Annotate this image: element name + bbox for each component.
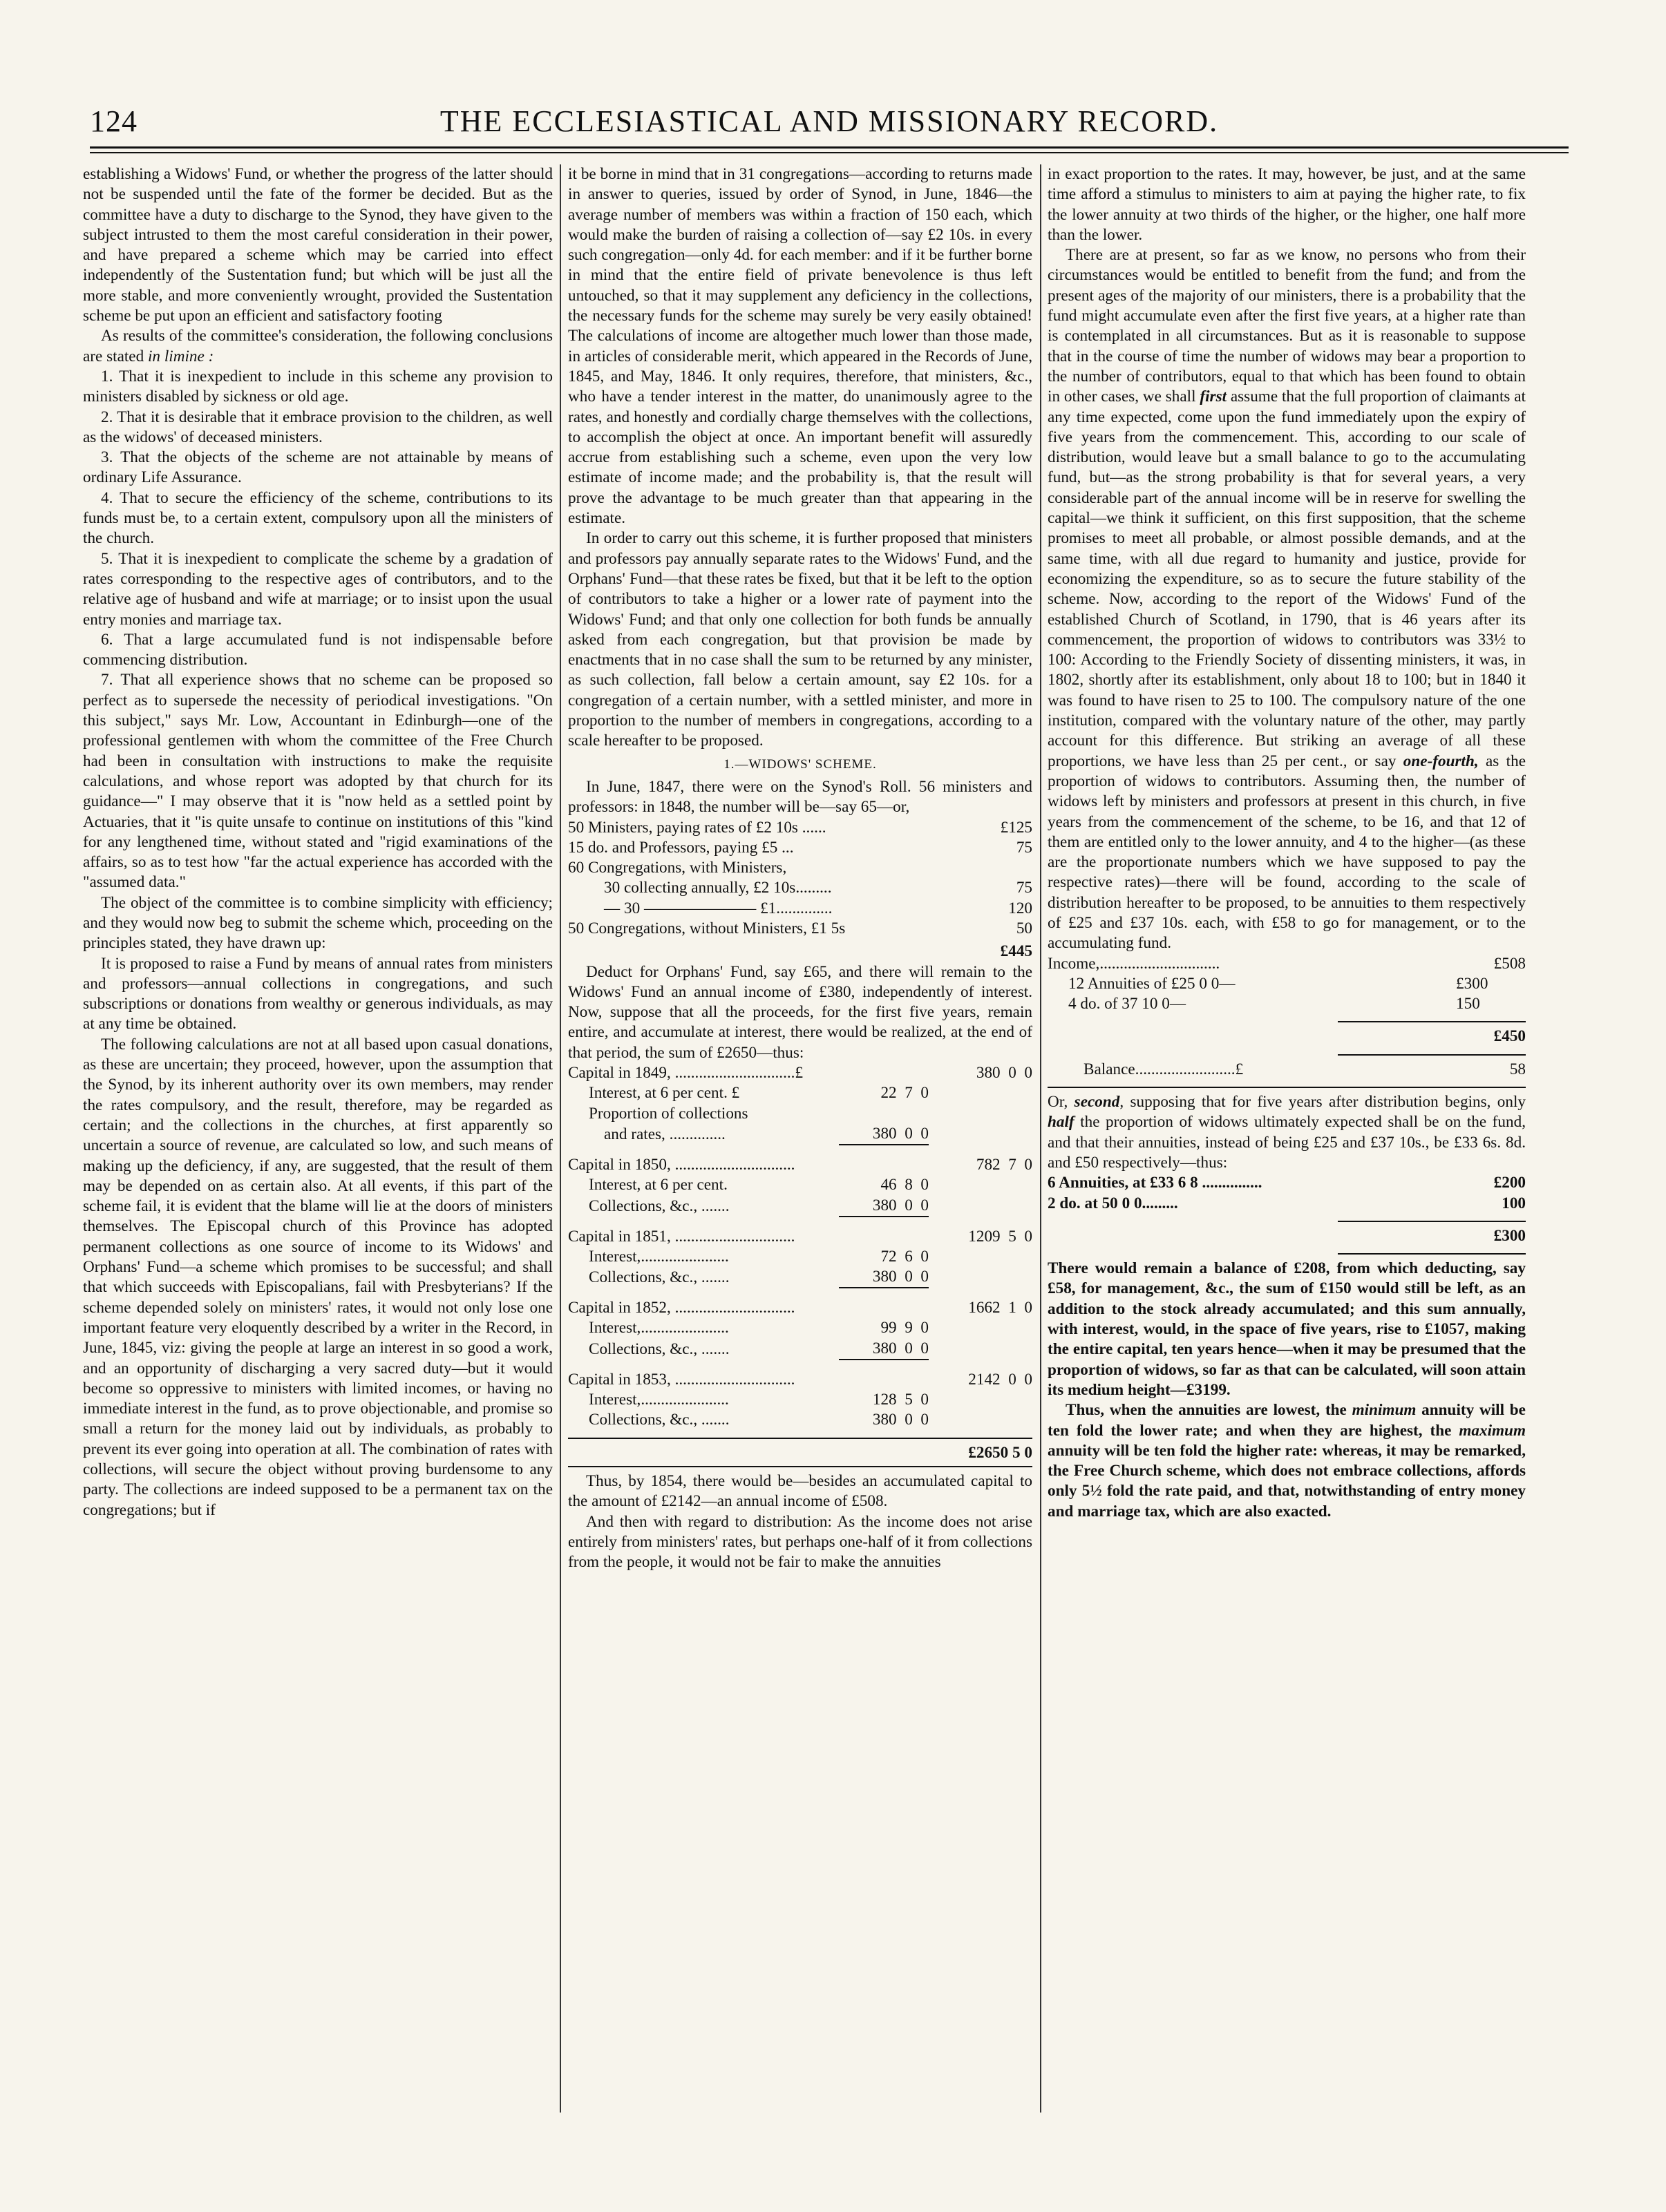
table-row bbox=[568, 1339, 1032, 1360]
conclusion-5: 5. That it is inexpedient to complicate the scheme by a gradation of rates corresponding to the respective ages of contributors, and to the relative age of husband and wife at marriage; or to insist upon the usual entry monies and marriage tax. bbox=[83, 549, 553, 629]
total-rule bbox=[1338, 1221, 1526, 1222]
running-title: THE ECCLESIASTICAL AND MISSIONARY RECORD. bbox=[439, 104, 1219, 138]
table-row bbox=[568, 1288, 1032, 1318]
text-run: Or, bbox=[1048, 1093, 1075, 1112]
table-row bbox=[1048, 1194, 1526, 1214]
row-amount bbox=[929, 1104, 1032, 1124]
row-label: Capital in 1852, .............................. bbox=[568, 1299, 795, 1317]
row-label: 2 do. at 50 0 0......... bbox=[1048, 1194, 1178, 1212]
table-row bbox=[1048, 994, 1526, 1014]
balance-amount: 58 bbox=[1509, 1060, 1526, 1078]
paragraph: Deduct for Orphans' Fund, say £65, and there will remain to the Widows' Fund an annual income of £380, independently of interest. Now, suppose that all the proceeds, for the first five years, remain entire, and accumulate at interest, there would be realized, at the end of that period, the sum of £2650—thus: bbox=[568, 962, 1032, 1062]
text-run: , supposing that for five years after distribution begins, only bbox=[1119, 1093, 1526, 1112]
paragraph bbox=[1048, 245, 1526, 953]
row-amount bbox=[929, 1083, 1032, 1103]
row-label: 6 Annuities, at £33 6 8 ............... bbox=[1048, 1174, 1262, 1192]
annuity-total: £450 bbox=[1493, 1027, 1526, 1046]
row-subamount: 380 0 0 bbox=[839, 1196, 929, 1217]
row-amount bbox=[929, 1339, 1032, 1360]
row-label: Collections, &c., ....... bbox=[589, 1339, 730, 1358]
balance-table bbox=[1048, 1060, 1526, 1080]
capital-total: £2650 5 0 bbox=[968, 1443, 1032, 1462]
row-subamount: 72 6 0 bbox=[880, 1247, 929, 1266]
income-amount: £508 bbox=[1493, 954, 1526, 973]
column-divider-2 bbox=[1040, 164, 1041, 2113]
conclusion-3: 3. That the objects of the scheme are not attainable by means of ordinary Life Assurance. bbox=[83, 448, 553, 487]
paragraph bbox=[1048, 1400, 1526, 1522]
row-label: Collections, &c., ....... bbox=[589, 1196, 730, 1215]
balance-label: Balance.........................£ bbox=[1083, 1060, 1244, 1078]
emphasis: second bbox=[1074, 1093, 1120, 1112]
paragraph bbox=[83, 326, 553, 367]
row-subamount bbox=[839, 1063, 929, 1083]
table-row bbox=[568, 878, 1032, 898]
row-amount bbox=[984, 858, 1032, 878]
table-row bbox=[568, 1175, 1032, 1195]
emphasis: minimum bbox=[1352, 1401, 1417, 1420]
text-run: as the proportion of widows to contributors. Assuming then, the number of widows left by ministers and professors at present in this church, in five years from the commencement of the scheme, to be 16, and that 12 of them are entitled only to the lower annuity, and 4 to the higher—(as these are the proportionate numbers which we have supposed to pay the respective rates)—there will be found, according to the scale of distribution hereafter to be proposed, to be annuities to them respectively of £25 and £37 10s. each, with £58 to go for management, or to the accumulating fund. bbox=[1048, 752, 1526, 953]
row-subamount: 99 9 0 bbox=[880, 1319, 929, 1337]
conclusion-6: 6. That a large accumulated fund is not indispensable before commencing distribution. bbox=[83, 630, 553, 669]
row-subamount: 380 0 0 bbox=[839, 1339, 929, 1360]
capital-table bbox=[568, 1063, 1032, 1431]
roll-total: £445 bbox=[1000, 942, 1032, 961]
table-row bbox=[568, 1247, 1032, 1267]
row-label: 4 do. of 37 10 0— bbox=[1068, 995, 1186, 1013]
page-header bbox=[90, 104, 1569, 145]
emphasis: maximum bbox=[1459, 1421, 1526, 1440]
row-subamount: 380 0 0 bbox=[839, 1267, 929, 1288]
text-run: annuity will be ten fold the higher rate: whereas, it may be remarked, the Free Church scheme, which does not embrace collections, affords only 5½ fold the rate paid, and that, notwithstanding of entry money and marriage tax, which are also exacted. bbox=[1048, 1441, 1526, 1520]
column-3 bbox=[1048, 164, 1526, 2154]
row-amount: 75 bbox=[1016, 838, 1032, 857]
conclusion-7: 7. That all experience shows that no scheme can be proposed so perfect as to supersede the necessity of periodical investigations. "On this subject," says Mr. Low, Accountant in Edinburgh—one of the professional gentlemen with whom the committee of the Free Church had been in consultation with instructions to make the requisite calculations, and whose report was adopted by that church for its guidance—" I may observe that it is "now held as a settled point by Actuaries, that it "is quite unsafe to continue on institutions of this "kind for any lengthened time, without stated and "rigid examinations of the affairs, so as to test how "far the actual experience has accorded with the "assumed data." bbox=[83, 671, 553, 892]
table-row bbox=[568, 919, 1032, 939]
table-row bbox=[568, 1196, 1032, 1217]
row-label: Interest,...................... bbox=[589, 1319, 729, 1337]
column-divider-1 bbox=[560, 164, 561, 2113]
paragraph: In June, 1847, there were on the Synod's Roll. 56 ministers and professors: in 1848, the number will be—say 65—or, bbox=[568, 777, 1032, 817]
row-label: 50 Ministers, paying rates of £2 10s ...... bbox=[568, 818, 826, 837]
text-run: Thus, when the annuities are lowest, the bbox=[1066, 1401, 1352, 1420]
row-amount: £200 bbox=[1493, 1174, 1526, 1192]
row-amount: 50 bbox=[1016, 919, 1032, 937]
text-run: the proportion of widows ultimately expected shall be on the fund, and that their annuities, instead of being £25 and £37 10s., be £33 6s. 8d. and £50 respectively—thus: bbox=[1048, 1113, 1526, 1172]
row-label: Capital in 1851, .............................. bbox=[568, 1227, 795, 1246]
paragraph: The following calculations are not at all based upon casual donations, as these are uncertain; they proceed, however, upon the assumption that the Synod, by its inherent authority over its own members, may render the rates compulsory, and the result, therefore, may be regarded as certain; and the collections in the churches, at first apparently so uncertain a source of revenue, are calculated so low, and such means of making up the deficiency, if any, are suggested, that the result of them may be depended on as certain also. At all events, if this part of the scheme fail, it is evident that the blame will lie at the doors of ministers themselves. The Episcopal church of this Province has adopted permanent collections as one source of income to its Widows' and Orphans' Fund—a scheme which promises to be successful; and shall that which succeeds with Episcopalians, fail with Presbyterians? If the scheme depended solely on ministers' rates, it would not only lose one important feature very eloquently described by a writer in the Record, in June, 1845, viz: giving the people at large an interest in so good a work, and an opportunity of discharging a very sacred duty—but it would become so oppressive to ministers with limited incomes, or having no immediate interest in the fund, as to prove objectionable, and promise so small a return for the money laid out by individuals, as probably to prevent its ever going into operation at all. The combination of rates with collections, will secure the object without proving burdensome to any party. The collections are indeed supposed to be a permanent tax on the congregations; but if bbox=[83, 1035, 553, 1519]
table-row bbox=[1048, 1173, 1526, 1193]
text-run: assume that the full proportion of claimants at any time expected, come upon the fund immediately upon the expiry of five years from the commencement. This, according to our scale of distribution, would leave but a small balance to go to the accumulating fund, but—as the strong probability is that for several years, a very considerable part of the annual income will be in reserve for swelling the capital—we think it sufficient, on this first supposition, that the scheme promises to meet all probable, or almost possible demands, and at the same time, with all due regard to humanity and justice, provide for economizing the expenditure, so as to secure the future stability of the scheme. Now, according to the report of the Widows' Fund of the established Church of Scotland, in 1790, that is 46 years after its commencement, the proportion of widows to contributors was 33½ to 100: According to the Friendly Society of dissenting ministers, it was, in 1802, shortly after its establishment, only about 18 to 100; but in 1840 it was found to have risen to 25 to 100. The compulsory nature of the one institution, compared with the voluntary nature of the other, may partly account for this difference. But striking an average of all these proportions, we have less than 25 per cent., or say bbox=[1048, 388, 1526, 770]
row-amount: 2142 0 0 bbox=[968, 1370, 1032, 1389]
row-subamount: 128 5 0 bbox=[872, 1391, 929, 1409]
row-subamount bbox=[839, 1104, 929, 1124]
row-amount bbox=[929, 1390, 1032, 1410]
row-subamount bbox=[839, 1360, 929, 1390]
row-amount: 1662 1 0 bbox=[968, 1299, 1032, 1317]
row-subamount bbox=[839, 1217, 929, 1247]
text-run: There are at present, so far as we know, no persons who from their circumstances would be entitled to benefit from the fund; and from the present ages of the majority of our ministers, there is a probability that the fund might accumulate even after the first five years, at a higher rate than is contemplated in all circumstances. But as it is reasonable to suppose that in the course of time the number of widows may bear a proportion to the number of contributors, equal to that which has been found to obtain in other cases, we shall bbox=[1048, 246, 1526, 406]
header-rule-thin bbox=[90, 152, 1569, 153]
row-amount: £125 bbox=[1000, 818, 1032, 837]
paragraph: And then with regard to distribution: As the income does not arise entirely from ministers' rates, but perhaps one-half of it from collections from the people, it would not be fair to make the annuities bbox=[568, 1512, 1032, 1572]
row-label: Interest,...................... bbox=[589, 1247, 729, 1266]
row-label: Capital in 1849, ..............................£ bbox=[568, 1064, 804, 1083]
table-row bbox=[568, 1217, 1032, 1247]
row-subamount: 380 0 0 bbox=[872, 1411, 929, 1429]
income-table bbox=[1048, 954, 1526, 1015]
total-rule bbox=[568, 1438, 1032, 1439]
row-label: 50 Congregations, without Ministers, £1 5s bbox=[568, 919, 846, 937]
total-rule bbox=[1338, 1253, 1526, 1255]
row-amount: 782 7 0 bbox=[976, 1155, 1032, 1174]
row-amount: 75 bbox=[1016, 879, 1032, 897]
row-label: Capital in 1853, .............................. bbox=[568, 1370, 795, 1389]
table-row bbox=[568, 899, 1032, 919]
paragraph: establishing a Widows' Fund, or whether the progress of the latter should not be suspended until the fate of the former be decided. But as the committee have a duty to discharge to the Synod, they have given to the subject intrusted to them the most careful consideration in their power, and have prepared a scheme which may be carried into effect independently of the Sustentation fund; but which will be just all the more stable, and more conveniently wrought, provided the Sustentation scheme be put upon an efficient and satisfactory footing bbox=[83, 165, 553, 325]
paragraph: Thus, by 1854, there would be—besides an accumulated capital to the amount of £2142—an annual income of £508. bbox=[568, 1471, 1032, 1511]
row-amount: 1209 5 0 bbox=[968, 1227, 1032, 1246]
total-rule bbox=[568, 1466, 1032, 1467]
row-amount: 100 bbox=[1502, 1194, 1526, 1212]
table-row bbox=[1048, 954, 1526, 974]
second-table bbox=[1048, 1173, 1526, 1214]
row-label: Interest, at 6 per cent. £ bbox=[589, 1084, 740, 1103]
row-amount: 380 0 0 bbox=[976, 1064, 1032, 1083]
roll-table bbox=[568, 818, 1032, 940]
text-run: As results of the committee's consideration, the following conclusions are stated bbox=[83, 327, 553, 365]
row-amount bbox=[929, 1196, 1032, 1217]
second-total: £300 bbox=[1493, 1226, 1526, 1245]
table-row bbox=[568, 1145, 1032, 1175]
row-label: Collections, &c., ....... bbox=[589, 1268, 730, 1287]
row-label: Interest, at 6 per cent. bbox=[589, 1176, 728, 1194]
table-row bbox=[568, 858, 1032, 878]
emphasis: in limine : bbox=[147, 347, 214, 365]
row-subamount bbox=[839, 1145, 929, 1175]
table-row bbox=[568, 1410, 1032, 1430]
row-label: and rates, .............. bbox=[604, 1125, 726, 1143]
total-rule bbox=[1338, 1021, 1526, 1022]
emphasis: first bbox=[1200, 388, 1227, 406]
table-row bbox=[568, 1104, 1032, 1124]
row-subamount: 46 8 0 bbox=[880, 1176, 929, 1194]
row-subamount: 380 0 0 bbox=[839, 1124, 929, 1145]
row-label: 60 Congregations, with Ministers, bbox=[568, 859, 787, 877]
column-2 bbox=[568, 164, 1032, 2154]
table-row bbox=[1048, 974, 1526, 994]
row-label: Proportion of collections bbox=[589, 1104, 748, 1123]
conclusion-1: 1. That it is inexpedient to include in this scheme any provision to ministers disabled by sickness or old age. bbox=[83, 367, 553, 406]
emphasis: one-fourth, bbox=[1403, 752, 1479, 770]
section-rule bbox=[1048, 1087, 1526, 1088]
paragraph: The object of the committee is to combine simplicity with efficiency; and they would now beg to submit the scheme which, proceeding on the principles stated, they have drawn up: bbox=[83, 893, 553, 953]
paragraph: in exact proportion to the rates. It may, however, be just, and at the same time afford a stimulus to ministers to aim at paying the higher rate, to fix the lower annuity at two thirds of the higher, or the higher, one half more than the lower. bbox=[1048, 165, 1526, 244]
row-amount bbox=[929, 1247, 1032, 1267]
emphasis: half bbox=[1048, 1113, 1075, 1132]
row-amount: 120 bbox=[1008, 899, 1032, 917]
conclusion-2: 2. That it is desirable that it embrace provision to the children, as well as the widows' of deceased ministers. bbox=[83, 408, 553, 446]
row-amount bbox=[929, 1318, 1032, 1338]
paragraph: In order to carry out this scheme, it is further proposed that ministers and professors pay annually separate rates to the Widows' Fund, and the Orphans' Fund—that these rates be fixed, but that it be left to the option of contributors to take a higher or a lower rate of payment into the Widows' Fund; and that only one collection for both funds be annually asked from each congregation, but that provision be made by enactments that in no case shall the sum to be returned by any minister, as such collection, fall below a certain amount, say £2 10s. for a congregation of a certain number, with a settled minister, and more in proportion to the number of members in congregations, according to a scale hereafter to be proposed. bbox=[568, 529, 1032, 750]
table-row bbox=[1048, 1060, 1526, 1080]
paragraph: It is proposed to raise a Fund by means of annual rates from ministers and professors—annual collections in congregations, and such subscriptions or donations from wealthy or generous individuals, as may at any time be obtained. bbox=[83, 954, 553, 1033]
row-label: 12 Annuities of £25 0 0— bbox=[1068, 974, 1236, 993]
table-row bbox=[568, 1267, 1032, 1288]
table-row bbox=[568, 1318, 1032, 1338]
income-label: Income,.............................. bbox=[1048, 954, 1220, 973]
row-subamount: 22 7 0 bbox=[880, 1084, 929, 1103]
row-label: Interest,...................... bbox=[589, 1391, 729, 1409]
page-number: 124 bbox=[90, 104, 138, 138]
table-row bbox=[568, 1083, 1032, 1103]
row-label: 30 collecting annually, £2 10s......... bbox=[604, 879, 832, 897]
header-rule-thick bbox=[90, 146, 1569, 149]
table-row bbox=[568, 1124, 1032, 1145]
row-amount bbox=[929, 1267, 1032, 1288]
column-1 bbox=[83, 164, 553, 2154]
table-row bbox=[568, 838, 1032, 858]
text-run: annuity will be ten fold the lower rate; and when they are highest, the bbox=[1048, 1401, 1526, 1440]
table-row bbox=[568, 818, 1032, 838]
paragraph bbox=[1048, 1092, 1526, 1173]
table-row bbox=[568, 1390, 1032, 1410]
conclusion-4: 4. That to secure the efficiency of the scheme, contributions to its funds must be, to a certain extent, compulsory upon all the ministers of the church. bbox=[83, 488, 553, 548]
total-rule bbox=[1338, 1054, 1526, 1056]
table-row bbox=[568, 1063, 1032, 1083]
row-amount bbox=[929, 1124, 1032, 1145]
row-amount bbox=[929, 1410, 1032, 1430]
row-label: — 30 ——————— £1.............. bbox=[604, 899, 833, 917]
paragraph: it be borne in mind that in 31 congregations—according to returns made in answer to queries, issued by order of Synod, in June, 1846—the average number of members was within a fraction of 150 each, which would make the burden of raising a collection of—say £2 10s. in every such congregation—only 4d. for each member: and if it be further borne in mind that the entire field of private benevolence is thus left untouched, so that it may supplement any deficiency in the collections, the necessary funds for the scheme may surely be very easily obtained! The calculations of income are altogether much lower than those made, in articles of considerable merit, which appeared in the Records of June, 1845, and May, 1846. It only requires, therefore, that ministers, &c., who have a tender interest in the matter, do unanimously agree to the rates, and honestly and cordially charge themselves with the collections, to accomplish the object at once. An important benefit will assuredly accrue from establishing such a scheme, even upon the very low estimate of income made; and the probability is, that the result will prove the advantage to be much greater than that appearing in the estimate. bbox=[568, 165, 1032, 528]
row-amount bbox=[929, 1175, 1032, 1195]
row-label: Collections, &c., ....... bbox=[589, 1411, 730, 1429]
paragraph: There would remain a balance of £208, from which deducting, say £58, for management, &c., the sum of £150 would still be left, as an addition to the stock already accumulated; and this sum annually, with interest, would, in the space of five years, rise to £1057, making the entire capital, ten years hence—when it may be presumed that the proportion of widows, so far as that can be calculated, will soon attain its medium height—£3199. bbox=[1048, 1259, 1526, 1399]
row-amount: £300 bbox=[1456, 974, 1488, 993]
row-subamount bbox=[839, 1288, 929, 1318]
section-heading: 1.—WIDOWS' SCHEME. bbox=[723, 756, 877, 772]
row-amount: 150 bbox=[1456, 995, 1480, 1013]
row-label: Capital in 1850, .............................. bbox=[568, 1155, 795, 1174]
row-label: 15 do. and Professors, paying £5 ... bbox=[568, 838, 794, 857]
table-row bbox=[568, 1360, 1032, 1390]
